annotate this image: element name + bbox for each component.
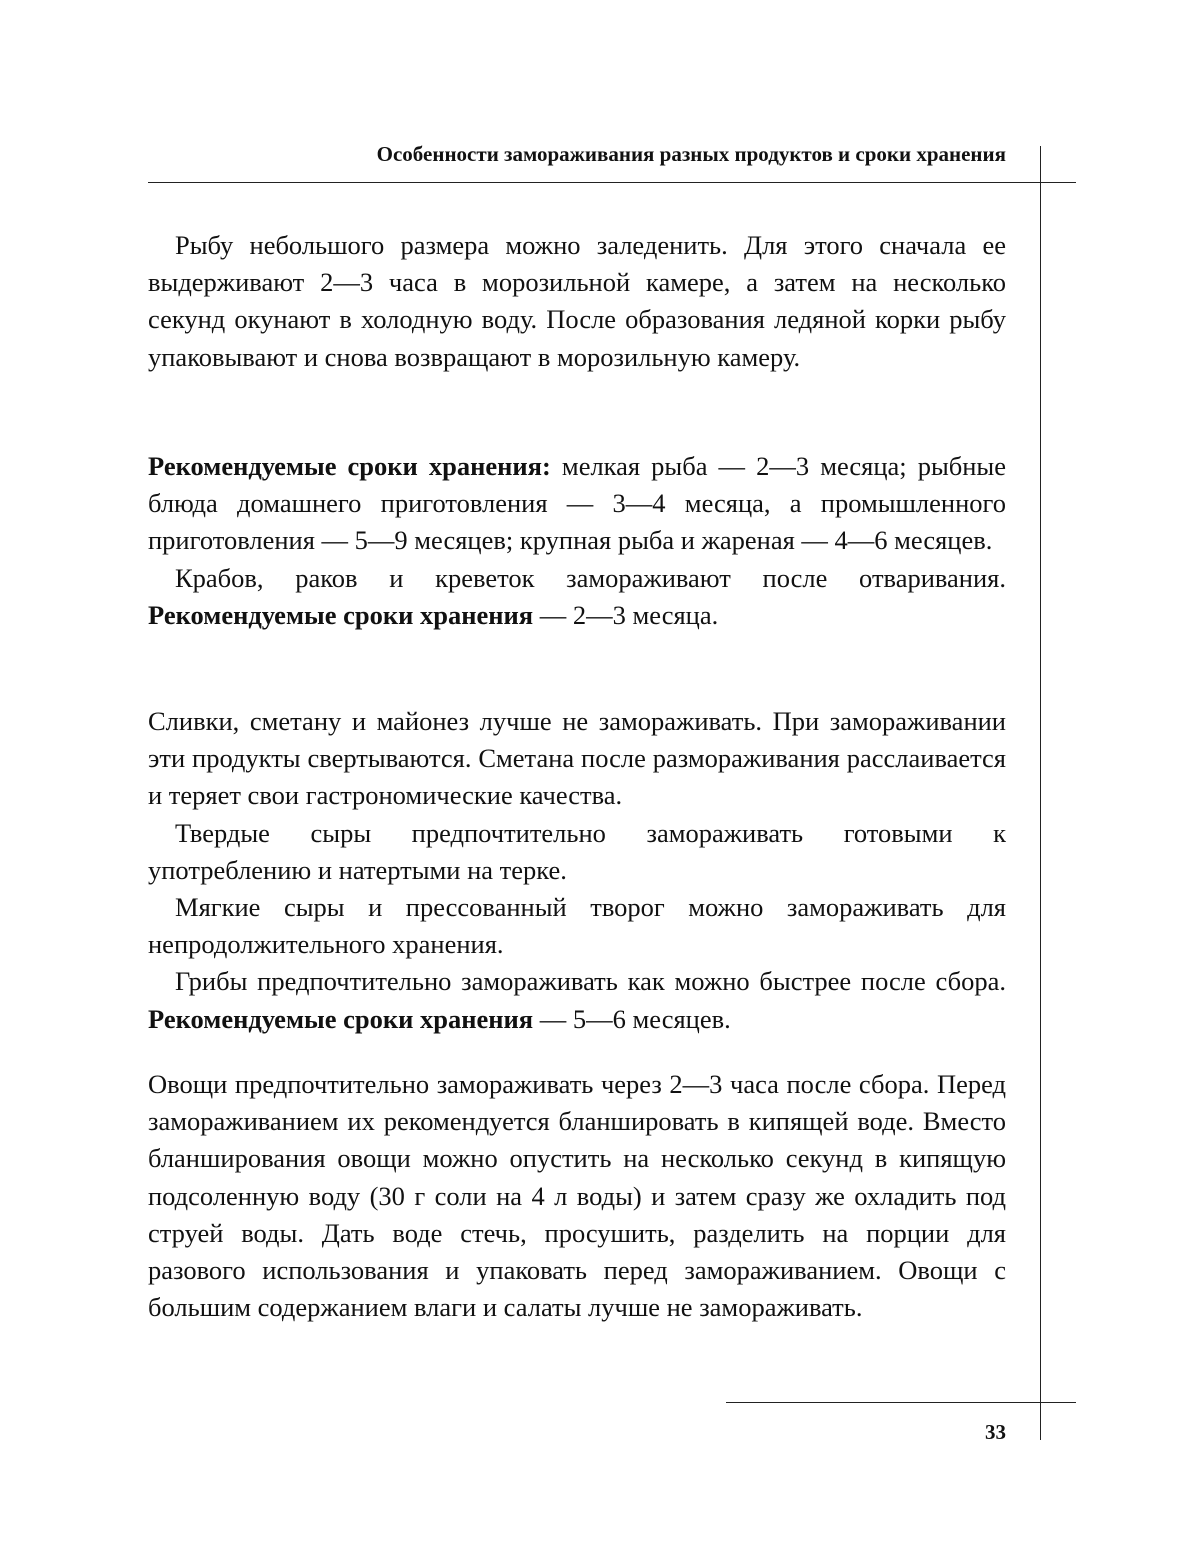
storage-label: Рекомендуемые сроки хранения [148, 1003, 534, 1034]
hard-cheese-paragraph: Твердые сыры предпочтительно замораживать готовыми к употреблению и натертыми на терке. [148, 817, 1006, 885]
dairy-paragraph: Сливки, сметану и майонез лучше не замораживать. При замораживании эти продукты свертываются. Сметана после размораживания расслаивается и теряет свои гастрономические качества. [148, 706, 1006, 811]
page-number: 33 [985, 1420, 1006, 1444]
storage-label: Рекомендуемые сроки хранения: [148, 451, 551, 481]
fish-section [148, 227, 1006, 376]
vegetables-paragraph: Овощи предпочтительно замораживать через 2—3 часа после сбора. Перед замораживанием их рекомендуется бланшировать в кипящей воде. Вместо бланширования овощи можно опустить на несколько секунд в кипящую подсоленную воду (30 г соли на 4 л воды) и затем сразу же охладить под струей воды. Дать воде стечь, просушить, разделить на порции для разового использования и упаковать перед замораживанием. Овощи с большим содержанием влаги и салаты лучше не замораживать. [148, 1069, 1006, 1323]
crabs-storage-tail: — 2—3 месяца. [533, 599, 719, 630]
mushrooms-paragraph [148, 963, 1006, 1037]
mushrooms-text: Грибы предпочтительно замораживать как можно быстрее после сбора. [175, 966, 1006, 997]
vegetables-section [148, 1066, 1006, 1326]
header-rule [148, 182, 1076, 183]
running-header-title: Особенности замораживания разных продуктов и сроки хранения [376, 142, 1006, 166]
dairy-section [148, 703, 1006, 1038]
fish-storage-paragraph [148, 448, 1006, 560]
mushrooms-storage-tail: — 5—6 месяцев. [533, 1003, 731, 1034]
fish-storage-section [148, 448, 1006, 634]
fish-storage-text: мелкая рыба — 2—3 месяца; рыбные блюда домашнего приготовления — 3—4 месяца, а промышленного приготовления — 5—9 месяцев; крупная рыба и жареная — 4—6 месяцев. [148, 451, 1006, 556]
crabs-paragraph [148, 560, 1006, 634]
soft-cheese-paragraph: Мягкие сыры и прессованный творог можно замораживать для непродолжительного хранения. [148, 892, 1006, 960]
storage-label: Рекомендуемые сроки хранения [148, 599, 534, 630]
fish-paragraph: Рыбу небольшого размера можно заледенить. Для этого сначала ее выдерживают 2—3 часа в морозильной камере, а затем на несколько секунд окунают в холодную воду. После образования ледяной корки рыбу упаковывают и снова возвращают в морозильную камеру. [148, 230, 1006, 372]
margin-rule [1040, 146, 1041, 1440]
footer-rule [726, 1402, 1076, 1403]
crabs-text: Крабов, раков и креветок замораживают после отваривания. [175, 562, 1006, 593]
